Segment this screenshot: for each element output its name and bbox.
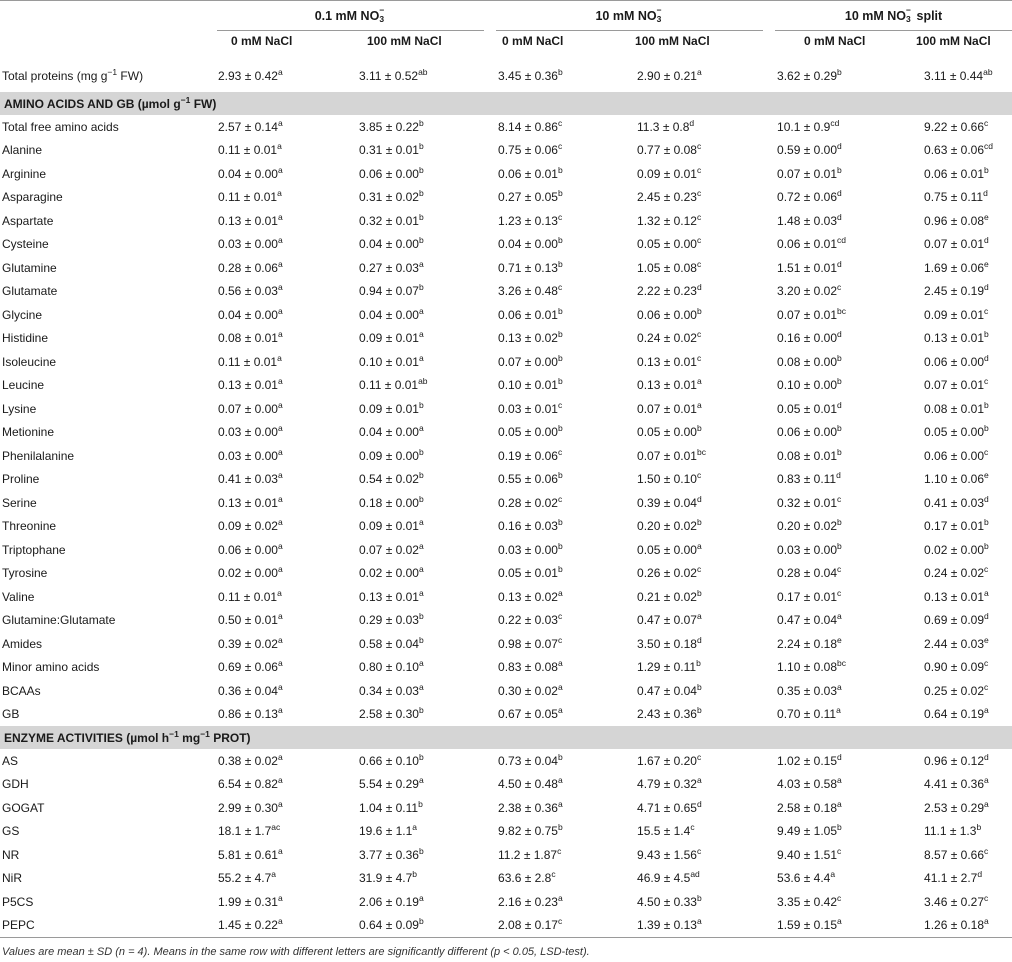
table-cell: 1.10 ± 0.06$^e$ bbox=[924, 470, 989, 487]
table-cell: 0.03 ± 0.00$^a$ bbox=[218, 235, 283, 252]
table-cell: 0.11 ± 0.01$^a$ bbox=[218, 352, 282, 369]
table-cell: 0.05 ± 0.00$^b$ bbox=[637, 423, 702, 440]
table-cell: 0.07 ± 0.00$^a$ bbox=[218, 399, 283, 416]
table-cell: 8.57 ± 0.66$^c$ bbox=[924, 845, 989, 862]
table-cell: 1.04 ± 0.11$^b$ bbox=[359, 798, 423, 815]
table-cell: 0.80 ± 0.10$^a$ bbox=[359, 658, 424, 675]
table-cell: 0.54 ± 0.02$^b$ bbox=[359, 470, 424, 487]
table-cell: 0.29 ± 0.03$^b$ bbox=[359, 611, 424, 628]
table-cell: 0.07 ± 0.01$^b$ bbox=[777, 164, 842, 181]
table-cell: 0.27 ± 0.03$^a$ bbox=[359, 258, 424, 275]
table-row bbox=[0, 609, 1012, 633]
row-label: NiR bbox=[2, 871, 22, 886]
row-label: Alanine bbox=[2, 143, 43, 158]
table-cell: 2.93 ± 0.42$^a$ bbox=[218, 66, 283, 83]
table-row bbox=[0, 397, 1012, 421]
table-cell: 0.64 ± 0.09$^b$ bbox=[351, 914, 490, 938]
table-cell: 0.28 ± 0.06$^a$ bbox=[218, 258, 283, 275]
table-cell: 2.90 ± 0.21$^a$ bbox=[637, 66, 702, 83]
table-cell: 0.13 ± 0.01$^a$ bbox=[218, 376, 283, 393]
table-row bbox=[0, 585, 1012, 609]
table-cell: 1.67 ± 0.20$^c$ bbox=[637, 751, 702, 768]
table-row bbox=[0, 139, 1012, 163]
table-cell: 0.08 ± 0.01$^a$ bbox=[218, 329, 283, 346]
row-label: PEPC bbox=[0, 914, 211, 938]
table-cell: 2.22 ± 0.23$^d$ bbox=[637, 282, 702, 299]
table-cell: 0.04 ± 0.00$^a$ bbox=[359, 305, 424, 322]
table-row bbox=[0, 491, 1012, 515]
row-label: Asparagine bbox=[2, 190, 63, 205]
table-cell: 0.03 ± 0.01$^c$ bbox=[498, 399, 563, 416]
table-cell: 0.10 ± 0.01$^b$ bbox=[498, 376, 563, 393]
table-cell: 0.06 ± 0.01$^b$ bbox=[924, 164, 989, 181]
table-cell: 1.50 ± 0.10$^c$ bbox=[637, 470, 702, 487]
table-cell: 2.06 ± 0.19$^a$ bbox=[359, 892, 424, 909]
table-cell: 1.99 ± 0.31$^a$ bbox=[218, 892, 283, 909]
table-cell: 0.83 ± 0.11$^d$ bbox=[777, 470, 841, 487]
table-cell: 0.17 ± 0.01$^c$ bbox=[777, 587, 842, 604]
table-cell: 15.5 ± 1.4$^c$ bbox=[637, 822, 695, 839]
table-cell: 0.03 ± 0.00$^a$ bbox=[218, 423, 283, 440]
table-cell: 11.1 ± 1.3$^b$ bbox=[924, 822, 982, 839]
table-cell: 3.26 ± 0.48$^c$ bbox=[498, 282, 563, 299]
table-cell: 0.09 ± 0.02$^a$ bbox=[218, 517, 283, 534]
table-cell: 0.59 ± 0.00$^d$ bbox=[777, 141, 842, 158]
table-cell: 4.41 ± 0.36$^a$ bbox=[924, 775, 989, 792]
table-cell: 6.54 ± 0.82$^a$ bbox=[218, 775, 283, 792]
table-cell: 0.47 ± 0.07$^a$ bbox=[637, 611, 702, 628]
table-row bbox=[0, 233, 1012, 257]
table-cell: 0.07 ± 0.01$^{bc}$ bbox=[637, 446, 706, 463]
table-cell: 0.58 ± 0.04$^b$ bbox=[359, 634, 424, 651]
table-cell: 2.99 ± 0.30$^a$ bbox=[218, 798, 283, 815]
table-cell: 9.22 ± 0.66$^c$ bbox=[924, 117, 989, 134]
row-label: GB bbox=[2, 707, 20, 722]
row-label: Glutamine bbox=[2, 260, 57, 275]
table-cell: 0.31 ± 0.02$^b$ bbox=[359, 188, 424, 205]
group-header: 10 mM NO − 3 split bbox=[769, 0, 1012, 31]
table-cell: 1.02 ± 0.15$^d$ bbox=[777, 751, 842, 768]
row-label: Serine bbox=[2, 495, 37, 510]
table-cell: 1.48 ± 0.03$^d$ bbox=[777, 211, 842, 228]
table-cell: 0.06 ± 0.00$^b$ bbox=[777, 423, 842, 440]
table-cell: 0.03 ± 0.00$^a$ bbox=[218, 446, 283, 463]
table-cell: 2.57 ± 0.14$^a$ bbox=[218, 117, 283, 134]
table-cell: 0.11 ± 0.01$^{ab}$ bbox=[359, 376, 428, 393]
row-label: Cysteine bbox=[2, 237, 49, 252]
subcol-header: 100 mM NaCl bbox=[916, 34, 991, 48]
row-label: Isoleucine bbox=[2, 354, 57, 369]
table-cell: 1.10 ± 0.08$^{bc}$ bbox=[777, 658, 846, 675]
table-cell: 3.46 ± 0.27$^c$ bbox=[924, 892, 989, 909]
table-cell: 0.07 ± 0.01$^{bc}$ bbox=[777, 305, 846, 322]
table-cell: 0.09 ± 0.01$^a$ bbox=[359, 517, 424, 534]
table-cell: 0.32 ± 0.01$^b$ bbox=[359, 211, 424, 228]
table-cell: 0.70 ± 0.11$^a$ bbox=[777, 705, 841, 722]
table-cell: 1.05 ± 0.08$^c$ bbox=[637, 258, 702, 275]
subcol-header: 0 mM NaCl bbox=[804, 34, 866, 48]
table-cell: 0.56 ± 0.03$^a$ bbox=[218, 282, 283, 299]
table-cell: 0.04 ± 0.00$^b$ bbox=[498, 235, 563, 252]
table-cell: 0.71 ± 0.13$^b$ bbox=[498, 258, 563, 275]
table-row bbox=[0, 867, 1012, 891]
group-header: 0.1 mM NO − 3 bbox=[211, 0, 490, 31]
table-row bbox=[0, 562, 1012, 586]
table-cell: 0.04 ± 0.00$^a$ bbox=[218, 305, 283, 322]
table-row bbox=[0, 679, 1012, 703]
row-label: Glycine bbox=[2, 307, 43, 322]
table-cell: 0.28 ± 0.02$^c$ bbox=[498, 493, 563, 510]
table-cell: 0.09 ± 0.01$^c$ bbox=[637, 164, 702, 181]
table-cell: 2.58 ± 0.18$^a$ bbox=[777, 798, 842, 815]
table-cell: 0.16 ± 0.00$^d$ bbox=[777, 329, 842, 346]
table-cell: 0.77 ± 0.08$^c$ bbox=[637, 141, 702, 158]
table-cell: 1.59 ± 0.15$^a$ bbox=[769, 914, 910, 938]
group-header-row bbox=[0, 0, 1012, 31]
row-label: Tyrosine bbox=[2, 566, 48, 581]
subcol-header: 0 mM NaCl bbox=[502, 34, 564, 48]
row-label: Total free amino acids bbox=[2, 119, 119, 134]
subcol-header: 100 mM NaCl bbox=[367, 34, 442, 48]
table-cell: 53.6 ± 4.4$^a$ bbox=[777, 869, 836, 886]
table-cell: 11.3 ± 0.8$^d$ bbox=[637, 117, 695, 134]
table-row bbox=[0, 796, 1012, 820]
table-cell: 0.17 ± 0.01$^b$ bbox=[924, 517, 989, 534]
table-cell: 4.79 ± 0.32$^a$ bbox=[637, 775, 702, 792]
table-cell: 0.05 ± 0.00$^b$ bbox=[924, 423, 989, 440]
table-cell: 3.11 ± 0.52$^{ab}$ bbox=[359, 66, 428, 83]
row-label: Triptophane bbox=[2, 542, 66, 557]
table-cell: 0.28 ± 0.04$^c$ bbox=[777, 564, 842, 581]
table-row bbox=[0, 421, 1012, 445]
table-cell: 0.75 ± 0.11$^d$ bbox=[924, 188, 988, 205]
table-cell: 0.41 ± 0.03$^d$ bbox=[924, 493, 989, 510]
table-cell: 0.13 ± 0.02$^a$ bbox=[498, 587, 563, 604]
table-cell: 9.43 ± 1.56$^c$ bbox=[637, 845, 702, 862]
table-cell: 0.07 ± 0.01$^d$ bbox=[924, 235, 989, 252]
row-label: Glutamate bbox=[2, 284, 58, 299]
table-row bbox=[0, 820, 1012, 844]
table-cell: 3.77 ± 0.36$^b$ bbox=[359, 845, 424, 862]
table-cell: 0.96 ± 0.12$^d$ bbox=[924, 751, 989, 768]
table-cell: 0.05 ± 0.00$^c$ bbox=[637, 235, 702, 252]
table-cell: 0.07 ± 0.02$^a$ bbox=[359, 540, 424, 557]
table-cell: 0.20 ± 0.02$^b$ bbox=[777, 517, 842, 534]
table-cell: 2.45 ± 0.23$^c$ bbox=[637, 188, 702, 205]
table-cell: 2.45 ± 0.19$^d$ bbox=[924, 282, 989, 299]
table-row bbox=[0, 749, 1012, 773]
table-cell: 0.55 ± 0.06$^b$ bbox=[498, 470, 563, 487]
table-cell: 18.1 ± 1.7$^{ac}$ bbox=[218, 822, 281, 839]
subcol-header: 0 mM NaCl bbox=[231, 34, 293, 48]
row-label: Histidine bbox=[2, 331, 49, 346]
table-cell: 2.16 ± 0.23$^a$ bbox=[498, 892, 563, 909]
table-cell: 0.63 ± 0.06$^{cd}$ bbox=[924, 141, 993, 158]
table-cell: 5.54 ± 0.29$^a$ bbox=[359, 775, 424, 792]
table-cell: 0.07 ± 0.01$^a$ bbox=[637, 399, 702, 416]
table-cell: 0.26 ± 0.02$^c$ bbox=[637, 564, 702, 581]
table-cell: 2.38 ± 0.36$^a$ bbox=[498, 798, 563, 815]
table-cell: 0.24 ± 0.02$^c$ bbox=[924, 564, 989, 581]
table-cell: 0.06 ± 0.00$^d$ bbox=[924, 352, 989, 369]
row-label: Aspartate bbox=[2, 213, 54, 228]
table-cell: 0.18 ± 0.00$^b$ bbox=[359, 493, 424, 510]
table-cell: 0.07 ± 0.01$^c$ bbox=[924, 376, 989, 393]
table-cell: 0.47 ± 0.04$^a$ bbox=[777, 611, 842, 628]
table-row bbox=[0, 115, 1012, 139]
row-label: Valine bbox=[2, 589, 35, 604]
table-cell: 0.13 ± 0.01$^c$ bbox=[637, 352, 702, 369]
row-label: Lysine bbox=[2, 401, 37, 416]
table-cell: 5.81 ± 0.61$^a$ bbox=[218, 845, 283, 862]
table-cell: 0.39 ± 0.04$^d$ bbox=[637, 493, 702, 510]
table-cell: 0.06 ± 0.00$^a$ bbox=[218, 540, 283, 557]
group-header: 10 mM NO − 3 bbox=[490, 0, 769, 31]
table-cell: 0.36 ± 0.04$^a$ bbox=[218, 681, 283, 698]
table-cell: 0.09 ± 0.01$^b$ bbox=[359, 399, 424, 416]
section-title: ENZYME ACTIVITIES (µmol $h^{-1}$ $mg^{-1}$ PROT) bbox=[0, 726, 1012, 749]
row-label: Leucine bbox=[2, 378, 45, 393]
table-cell: 11.2 ± 1.87$^c$ bbox=[498, 845, 562, 862]
table-cell: 0.34 ± 0.03$^a$ bbox=[359, 681, 424, 698]
table-cell: 0.75 ± 0.06$^c$ bbox=[498, 141, 563, 158]
table-row bbox=[0, 515, 1012, 539]
table-cell: 3.62 ± 0.29$^b$ bbox=[777, 66, 842, 83]
section-title: AMINO ACIDS AND GB (µmol $g^{-1}$ FW) bbox=[0, 92, 1012, 115]
section-header-row bbox=[0, 92, 1012, 115]
row-label: Arginine bbox=[2, 166, 47, 181]
table-cell: 0.32 ± 0.01$^c$ bbox=[777, 493, 842, 510]
table-cell: 1.45 ± 0.22$^a$ bbox=[211, 914, 351, 938]
table-cell: 3.35 ± 0.42$^c$ bbox=[777, 892, 842, 909]
table-cell: 0.25 ± 0.02$^c$ bbox=[924, 681, 989, 698]
row-label: Minor amino acids bbox=[2, 660, 100, 675]
table-cell: 1.51 ± 0.01$^d$ bbox=[777, 258, 842, 275]
table-cell: 0.41 ± 0.03$^a$ bbox=[218, 470, 283, 487]
table-cell: 0.73 ± 0.04$^b$ bbox=[498, 751, 563, 768]
table-cell: 0.31 ± 0.01$^b$ bbox=[359, 141, 424, 158]
table-cell: 4.50 ± 0.33$^b$ bbox=[637, 892, 702, 909]
table-row bbox=[0, 186, 1012, 210]
table-cell: 3.11 ± 0.44$^{ab}$ bbox=[924, 66, 993, 83]
table-cell: 0.19 ± 0.06$^c$ bbox=[498, 446, 563, 463]
table-cell: 63.6 ± 2.8$^c$ bbox=[498, 869, 556, 886]
table-cell: 0.90 ± 0.09$^c$ bbox=[924, 658, 989, 675]
table-cell: 41.1 ± 2.7$^d$ bbox=[924, 869, 983, 886]
table-cell: 0.02 ± 0.00$^b$ bbox=[924, 540, 989, 557]
table-cell: 0.05 ± 0.00$^b$ bbox=[498, 423, 563, 440]
table-cell: 0.13 ± 0.01$^a$ bbox=[359, 587, 424, 604]
row-label: GOGAT bbox=[2, 800, 45, 815]
table-cell: 0.04 ± 0.00$^a$ bbox=[359, 423, 424, 440]
table-row bbox=[0, 773, 1012, 797]
table-cell: 0.11 ± 0.01$^a$ bbox=[218, 141, 282, 158]
table-cell: 0.13 ± 0.01$^a$ bbox=[637, 376, 702, 393]
table-cell: 4.71 ± 0.65$^d$ bbox=[637, 798, 702, 815]
table-cell: 8.14 ± 0.86$^c$ bbox=[498, 117, 563, 134]
row-label: Threonine bbox=[2, 519, 57, 534]
table-cell: 0.04 ± 0.00$^a$ bbox=[218, 164, 283, 181]
table-cell: 0.50 ± 0.01$^a$ bbox=[218, 611, 283, 628]
table-cell: 4.03 ± 0.58$^a$ bbox=[777, 775, 842, 792]
table-cell: 2.58 ± 0.30$^b$ bbox=[359, 705, 424, 722]
table-cell: 0.05 ± 0.00$^a$ bbox=[637, 540, 702, 557]
table-cell: 0.13 ± 0.01$^a$ bbox=[924, 587, 989, 604]
table-cell: 0.27 ± 0.05$^b$ bbox=[498, 188, 563, 205]
table-cell: 0.86 ± 0.13$^a$ bbox=[218, 705, 283, 722]
table-cell: 0.69 ± 0.06$^a$ bbox=[218, 658, 283, 675]
table-cell: 0.09 ± 0.01$^c$ bbox=[924, 305, 989, 322]
table-cell: 0.21 ± 0.02$^b$ bbox=[637, 587, 702, 604]
table-row bbox=[0, 303, 1012, 327]
table-cell: 0.67 ± 0.05$^a$ bbox=[498, 705, 563, 722]
row-label: BCAAs bbox=[2, 683, 41, 698]
subheader-row bbox=[0, 31, 1012, 56]
table-cell: 0.11 ± 0.01$^a$ bbox=[218, 587, 282, 604]
table-cell: 3.20 ± 0.02$^c$ bbox=[777, 282, 842, 299]
table-cell: 0.94 ± 0.07$^b$ bbox=[359, 282, 424, 299]
table-row bbox=[0, 468, 1012, 492]
table-cell: 1.39 ± 0.13$^a$ bbox=[629, 914, 769, 938]
table-row bbox=[0, 327, 1012, 351]
table-cell: 0.06 ± 0.00$^c$ bbox=[924, 446, 989, 463]
row-label: GDH bbox=[2, 777, 29, 792]
table-cell: 1.69 ± 0.06$^e$ bbox=[924, 258, 989, 275]
table-cell: 2.44 ± 0.03$^e$ bbox=[924, 634, 989, 651]
table-cell: 2.53 ± 0.29$^a$ bbox=[924, 798, 989, 815]
table-cell: 0.47 ± 0.04$^b$ bbox=[637, 681, 702, 698]
table-cell: 0.06 ± 0.01$^{cd}$ bbox=[777, 235, 846, 252]
row-label: Total proteins (mg $g^{-1}$ FW) bbox=[2, 66, 144, 83]
table-cell: 0.16 ± 0.03$^b$ bbox=[498, 517, 563, 534]
table-cell: 0.64 ± 0.19$^a$ bbox=[924, 705, 989, 722]
table-cell: 0.08 ± 0.01$^b$ bbox=[924, 399, 989, 416]
table-cell: 1.32 ± 0.12$^c$ bbox=[637, 211, 702, 228]
table-cell: 2.08 ± 0.17$^c$ bbox=[490, 914, 629, 938]
row-label: P5CS bbox=[2, 894, 34, 909]
table-cell: 3.45 ± 0.36$^b$ bbox=[498, 66, 563, 83]
table-row bbox=[0, 256, 1012, 280]
table-cell: 4.50 ± 0.48$^a$ bbox=[498, 775, 563, 792]
table-cell: 3.85 ± 0.22$^b$ bbox=[359, 117, 424, 134]
table-cell: 0.10 ± 0.00$^b$ bbox=[777, 376, 842, 393]
row-label: Proline bbox=[2, 472, 40, 487]
table-row bbox=[0, 656, 1012, 680]
row-label: Phenilalanine bbox=[2, 448, 75, 463]
table-cell: 0.30 ± 0.02$^a$ bbox=[498, 681, 563, 698]
table-cell: 0.02 ± 0.00$^a$ bbox=[359, 564, 424, 581]
table-row bbox=[0, 632, 1012, 656]
table-body bbox=[0, 56, 1012, 938]
row-label: Metionine bbox=[2, 425, 55, 440]
table-row bbox=[0, 209, 1012, 233]
table-cell: 0.05 ± 0.01$^d$ bbox=[777, 399, 842, 416]
section-header-row bbox=[0, 726, 1012, 749]
table-cell: 0.03 ± 0.00$^b$ bbox=[498, 540, 563, 557]
table-cell: 0.07 ± 0.00$^b$ bbox=[498, 352, 563, 369]
table-cell: 0.38 ± 0.02$^a$ bbox=[218, 751, 283, 768]
table-cell: 46.9 ± 4.5$^{ad}$ bbox=[637, 869, 700, 886]
table-cell: 0.98 ± 0.07$^c$ bbox=[498, 634, 563, 651]
table-cell: 0.83 ± 0.08$^a$ bbox=[498, 658, 563, 675]
table-row bbox=[0, 374, 1012, 398]
table-cell: 0.04 ± 0.00$^b$ bbox=[359, 235, 424, 252]
table-cell: 0.09 ± 0.00$^b$ bbox=[359, 446, 424, 463]
table-cell: 0.08 ± 0.01$^b$ bbox=[777, 446, 842, 463]
table-cell: 0.03 ± 0.00$^b$ bbox=[777, 540, 842, 557]
table-row bbox=[0, 538, 1012, 562]
table-cell: 0.06 ± 0.00$^b$ bbox=[359, 164, 424, 181]
table-cell: 0.20 ± 0.02$^b$ bbox=[637, 517, 702, 534]
row-label: Amides bbox=[2, 636, 43, 651]
table-cell: 2.24 ± 0.18$^e$ bbox=[777, 634, 842, 651]
table-row bbox=[0, 280, 1012, 304]
table-cell: 0.39 ± 0.02$^a$ bbox=[218, 634, 283, 651]
table-cell: 0.13 ± 0.02$^b$ bbox=[498, 329, 563, 346]
table-cell: 0.69 ± 0.09$^d$ bbox=[924, 611, 989, 628]
table-row bbox=[0, 703, 1012, 727]
table-row bbox=[0, 162, 1012, 186]
table-cell: 10.1 ± 0.9$^{cd}$ bbox=[777, 117, 840, 134]
table-cell: 0.08 ± 0.00$^b$ bbox=[777, 352, 842, 369]
table-cell: 0.10 ± 0.01$^a$ bbox=[359, 352, 424, 369]
table-cell: 9.49 ± 1.05$^b$ bbox=[777, 822, 842, 839]
table-cell: 1.29 ± 0.11$^b$ bbox=[637, 658, 701, 675]
table-row bbox=[0, 444, 1012, 468]
table-cell: 1.26 ± 0.18$^a$ bbox=[910, 914, 1012, 938]
table-cell: 0.35 ± 0.03$^a$ bbox=[777, 681, 842, 698]
table-cell: 0.06 ± 0.01$^b$ bbox=[498, 164, 563, 181]
table-footnote: Values are mean ± SD (n = 4). Means in the same row with different letters are significantly different (p < 0.05, LSD-test). bbox=[2, 946, 590, 958]
table-cell: 0.13 ± 0.01$^b$ bbox=[924, 329, 989, 346]
table-cell: 0.06 ± 0.00$^b$ bbox=[637, 305, 702, 322]
table-cell: 0.02 ± 0.00$^a$ bbox=[218, 564, 283, 581]
row-label: NR bbox=[2, 847, 20, 862]
table-row bbox=[0, 56, 1012, 92]
table-cell: 55.2 ± 4.7$^a$ bbox=[218, 869, 277, 886]
table-cell: 0.13 ± 0.01$^a$ bbox=[218, 211, 283, 228]
table-cell: 0.72 ± 0.06$^d$ bbox=[777, 188, 842, 205]
table-cell: 1.23 ± 0.13$^c$ bbox=[498, 211, 563, 228]
table-row bbox=[0, 914, 1012, 938]
table-cell: 0.13 ± 0.01$^a$ bbox=[218, 493, 283, 510]
table-cell: 0.06 ± 0.01$^b$ bbox=[498, 305, 563, 322]
table-cell: 0.24 ± 0.02$^c$ bbox=[637, 329, 702, 346]
table-cell: 0.22 ± 0.03$^c$ bbox=[498, 611, 563, 628]
row-label: AS bbox=[2, 753, 19, 768]
table-cell: 19.6 ± 1.1$^a$ bbox=[359, 822, 418, 839]
table-cell: 0.66 ± 0.10$^b$ bbox=[359, 751, 424, 768]
table-row bbox=[0, 890, 1012, 914]
table-cell: 0.05 ± 0.01$^b$ bbox=[498, 564, 563, 581]
table-cell: 9.40 ± 1.51$^c$ bbox=[777, 845, 842, 862]
row-label: Glutamine:Glutamate bbox=[2, 613, 116, 628]
table-cell: 31.9 ± 4.7$^b$ bbox=[359, 869, 418, 886]
table-cell: 2.43 ± 0.36$^b$ bbox=[637, 705, 702, 722]
table-cell: 9.82 ± 0.75$^b$ bbox=[498, 822, 563, 839]
table-row bbox=[0, 843, 1012, 867]
table-cell: 0.09 ± 0.01$^a$ bbox=[359, 329, 424, 346]
table-cell: 3.50 ± 0.18$^d$ bbox=[637, 634, 702, 651]
table-cell: 0.11 ± 0.01$^a$ bbox=[218, 188, 282, 205]
table-cell: 0.96 ± 0.08$^e$ bbox=[924, 211, 989, 228]
subcol-header: 100 mM NaCl bbox=[635, 34, 710, 48]
table-row bbox=[0, 350, 1012, 374]
row-label: GS bbox=[2, 824, 20, 839]
